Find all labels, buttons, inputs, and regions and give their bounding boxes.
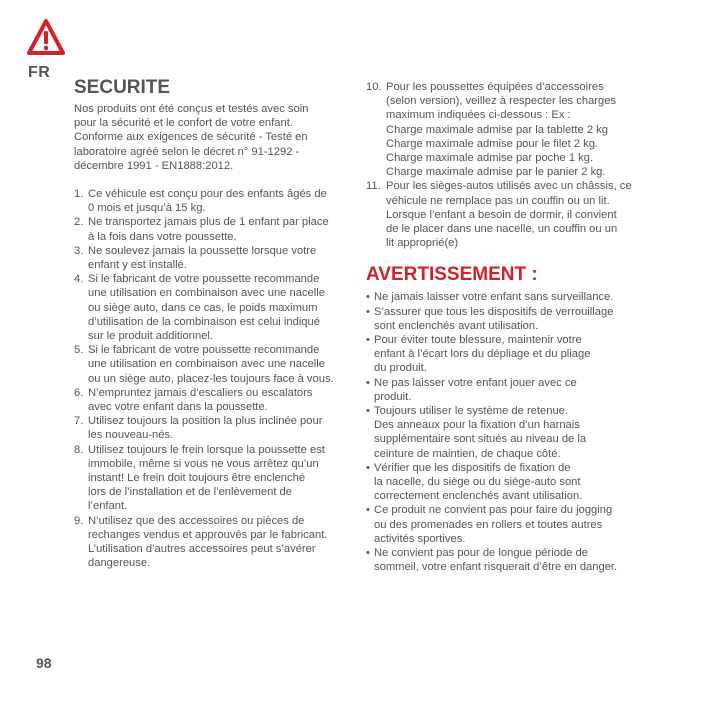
safety-item <box>74 386 346 414</box>
warnings-list <box>366 290 642 574</box>
item-number: 5. <box>74 344 84 357</box>
item-text: Utilisez toujours le frein lorsque la poussette est immobile, même si vous ne vous arrêtez qu’un instant! Le frein doit toujours être enclenché lors de l’installation et de l’enlèvement de l’enfant. <box>88 443 325 513</box>
warning-text: Vérifier que les dispositifs de fixation de la nacelle, du siège ou du siège-auto sont correctement enclenchés avant utilisation. <box>374 461 583 503</box>
item-number: 1. <box>74 188 84 201</box>
warning-item <box>366 376 642 404</box>
bullet: • <box>366 504 370 517</box>
item-number: 9. <box>74 514 84 527</box>
safety-item <box>74 187 346 215</box>
warning-text: Ce produit ne convient pas pour faire du jogging ou des promenades en rollers et toutes autres activités sportives. <box>374 504 613 545</box>
warnings-column <box>366 80 642 575</box>
warning-item <box>366 546 642 574</box>
warnings-title: AVERTISSEMENT : <box>366 264 538 286</box>
warning-text: Toujours utiliser le système de retenue. Des anneaux pour la fixation d’un harnais supplémentaire sont situés au niveau de la ceinture de maintien, de chaque côté. <box>374 405 587 460</box>
page-number: 98 <box>36 655 52 671</box>
safety-intro: Nos produits ont été conçus et testés avec soin pour la sécurité et le confort de votre enfant. Conforme aux exigences de sécurité - Testé en laboratoire agréé selon le décret n° 91-1292 - décembre 1991 - EN1888:2012. <box>74 103 309 172</box>
item-number: 7. <box>74 415 84 428</box>
item-number: 11. <box>366 180 381 193</box>
bullet: • <box>366 405 370 418</box>
item-text: Si le fabricant de votre poussette recommande une utilisation en combinaison avec une nacelle ou siège auto, dans ce cas, le poids maximum d’utilisation de la combinaison est celui indiqué sur le produit additionnel. <box>88 273 325 343</box>
item-text: Pour les poussettes équipées d’accessoires (selon version), veillez à respecter les charges maximum indiquées ci-dessous : Ex : Charge maximale admise par la tablette 2 kg Charge maximale admise pour le filet 2 kg. Charge maximale admise par poche 1 kg. Charge maximale admise par le panier 2 kg. <box>386 81 617 179</box>
item-number: 8. <box>74 443 84 456</box>
safety-list-part-1 <box>74 187 346 570</box>
item-number: 2. <box>74 216 84 229</box>
item-text: N’utilisez que des accessoires ou pièces de rechanges vendus et approuvés par le fabricant. L’utilisation d’autres accessoires peut s’avérer dangereuse. <box>88 514 328 570</box>
item-number: 3. <box>74 244 84 257</box>
item-number: 10. <box>366 81 382 93</box>
warning-item <box>366 290 642 304</box>
item-text: Ce véhicule est conçu pour des enfants âgés de 0 mois et jusqu’à 15 kg. <box>88 188 327 215</box>
safety-title: SECURITE <box>74 77 171 98</box>
safety-item <box>366 80 642 179</box>
safety-list-part-2 <box>366 80 642 250</box>
item-text: Utilisez toujours la position la plus inclinée pour les nouveau-nés. <box>88 415 323 442</box>
item-number: 4. <box>74 273 84 286</box>
warning-item <box>366 503 642 546</box>
bullet: • <box>366 547 370 560</box>
warning-text: Ne convient pas pour de longue période de sommeil, votre enfant risquerait d’être en danger. <box>374 547 618 574</box>
bullet: • <box>366 461 370 474</box>
bullet: • <box>366 291 370 304</box>
warning-item <box>366 404 642 461</box>
safety-item <box>366 179 642 250</box>
warning-item <box>366 461 642 504</box>
item-number: 6. <box>74 386 84 399</box>
warning-text: Ne pas laisser votre enfant jouer avec ce produit. <box>374 376 577 403</box>
item-text: Si le fabricant de votre poussette recommande une utilisation en combinaison avec une nacelle ou un siège auto, placez-les toujours face à vous. <box>88 344 334 385</box>
safety-item <box>74 443 346 514</box>
warning-text: S’assurer que tous les dispositifs de verrouillage sont enclenchés avant utilisation. <box>374 305 614 332</box>
item-text: Ne soulevez jamais la poussette lorsque votre enfant y est installé. <box>88 244 317 272</box>
safety-item <box>74 414 346 442</box>
item-text: N’empruntez jamais d’escaliers ou escalators avec votre enfant dans la poussette. <box>88 386 313 414</box>
safety-column <box>74 78 346 571</box>
safety-item <box>74 215 346 243</box>
safety-item <box>74 244 346 272</box>
safety-item <box>74 514 346 571</box>
bullet: • <box>366 334 370 347</box>
item-text: Ne transportez jamais plus de 1 enfant par place à la fois dans votre poussette. <box>88 216 329 243</box>
warning-text: Pour éviter toute blessure, maintenir votre enfant à l’écart lors du dépliage et du pliage du produit. <box>374 334 591 375</box>
safety-item <box>74 343 346 386</box>
bullet: • <box>366 376 370 389</box>
warning-text: Ne jamais laisser votre enfant sans surveillance. <box>374 291 614 304</box>
warning-item <box>366 305 642 333</box>
item-text: Pour les sièges-autos utilisés avec un châssis, ce véhicule ne remplace pas un couffin ou un lit. Lorsque l’enfant a besoin de dormir, il convient de le placer dans une nacelle, un couffin ou un lit approprié(e) <box>386 180 632 250</box>
language-code: FR <box>28 64 51 81</box>
warning-triangle-icon <box>27 18 65 58</box>
safety-item <box>74 272 346 343</box>
bullet: • <box>366 305 370 318</box>
warning-item <box>366 333 642 376</box>
